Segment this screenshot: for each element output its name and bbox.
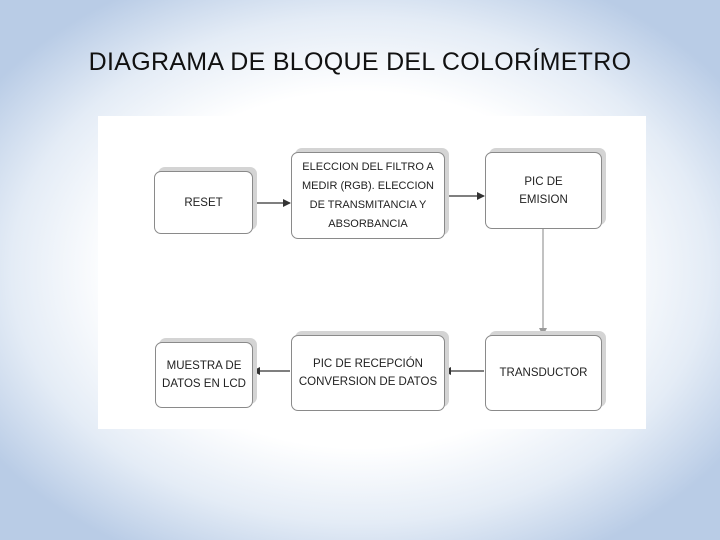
slide-title: DIAGRAMA DE BLOQUE DEL COLORÍMETRO [88, 48, 632, 76]
block-reset-label: RESET [184, 196, 223, 209]
block-display-lcd-label: MUESTRA DE DATOS EN LCD [162, 360, 246, 390]
block-transducer [485, 335, 602, 411]
block-pic-emission [485, 152, 602, 229]
block-diagram [98, 116, 646, 429]
block-pic-reception-label: PIC DE RECEPCIÓN CONVERSION DE DATOS [298, 358, 438, 388]
block-display-lcd [155, 342, 253, 408]
block-pic-emission-label: PIC DE EMISION [519, 175, 568, 206]
block-filter-selection [291, 152, 445, 239]
block-pic-reception [291, 335, 445, 411]
block-reset [154, 171, 253, 234]
block-filter-selection-label: ELECCION DEL FILTRO A MEDIR (RGB). ELECCION DE TRANSMITANCIA Y ABSORBANCIA [301, 160, 434, 230]
block-transducer-label: TRANSDUCTOR [499, 367, 588, 379]
